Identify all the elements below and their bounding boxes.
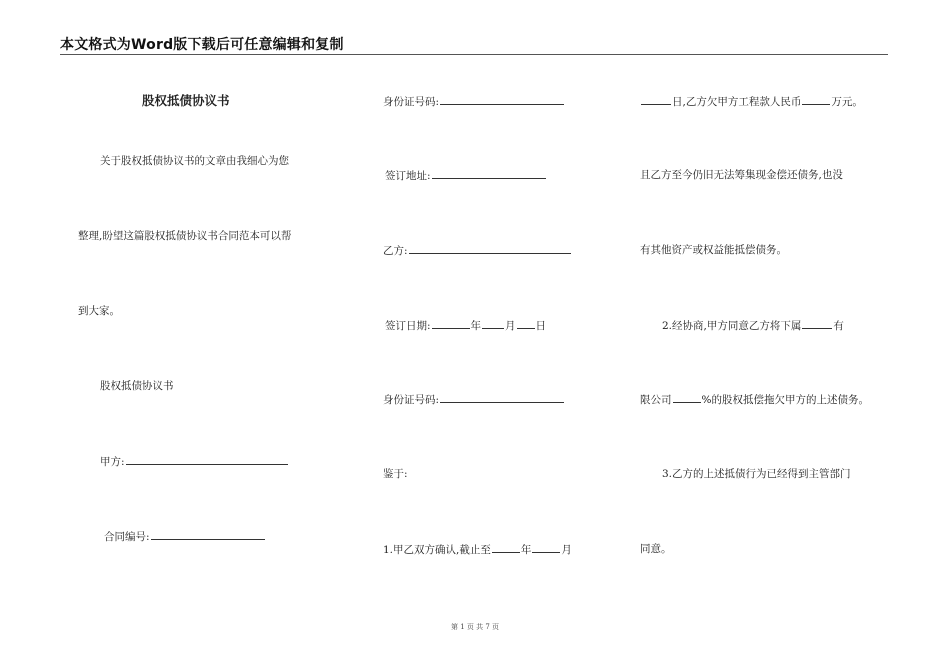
- party-b-blank: [409, 243, 571, 254]
- party-a-field: [100, 454, 289, 469]
- clause-1-month: 月: [561, 544, 572, 556]
- year-label: 年: [470, 320, 482, 332]
- sign-address-field: [385, 168, 547, 183]
- clause-1-month-blank: [532, 542, 560, 553]
- party-b-field: [383, 243, 572, 258]
- id-number-label-2: 身份证号码:: [383, 394, 440, 406]
- subtitle: 股权抵债协议书: [100, 380, 174, 392]
- sign-month-blank: [482, 318, 504, 329]
- id-number-blank: [440, 94, 564, 105]
- id-number-field: [383, 94, 565, 109]
- id-number-label: 身份证号码:: [383, 96, 440, 108]
- equity-text: %的股权抵偿拖欠甲方的上述债务。: [701, 394, 869, 406]
- document-title: 股权抵债协议书: [142, 93, 230, 108]
- clause-3-line: 3.乙方的上述抵债行为已经得到主管部门: [662, 468, 851, 480]
- clause-2-end: 有: [833, 320, 844, 332]
- clause-1-year: 年: [520, 544, 532, 556]
- sign-date-field: [385, 318, 546, 333]
- intro-line-1: 关于股权抵债协议书的文章由我细心为您: [100, 155, 289, 167]
- clause-1-year-blank: [492, 542, 520, 553]
- contract-no-field: [104, 529, 266, 544]
- sign-date-label: 签订日期:: [385, 320, 431, 332]
- contract-no-blank: [151, 529, 265, 540]
- id-number-blank-2: [440, 392, 564, 403]
- clause-2-line: [662, 318, 844, 333]
- day-blank: [641, 94, 671, 105]
- day-label: 日: [535, 320, 547, 332]
- page-header: [60, 34, 888, 55]
- party-b-label: 乙方:: [383, 245, 408, 257]
- intro-line-2: 整理,盼望这篇股权抵债协议书合同范本可以帮: [78, 230, 292, 242]
- page-footer: 第 1 页 共 7 页: [450, 623, 500, 631]
- col3-line-2: 且乙方至今仍旧无法筹集现金偿还债务,也没: [640, 169, 843, 181]
- id-number-field-2: [383, 392, 565, 407]
- sign-address-label: 签订地址:: [385, 170, 431, 182]
- contract-no-label: 合同编号:: [104, 531, 150, 543]
- party-a-label: 甲方:: [100, 456, 125, 468]
- col3-line-3: 有其他资产或权益能抵偿债务。: [640, 244, 787, 256]
- header-text: 本文格式为Word版下载后可任意编辑和复制: [60, 37, 344, 53]
- clause-2-text: 2.经协商,甲方同意乙方将下属: [662, 320, 802, 332]
- company-text: 限公司: [640, 394, 672, 406]
- col3-line-5: [640, 392, 869, 407]
- sign-day-blank: [517, 318, 535, 329]
- percent-blank: [673, 392, 701, 403]
- subsidiary-blank: [802, 318, 832, 329]
- clause-1-line: [383, 542, 572, 557]
- debt-text: 日,乙方欠甲方工程款人民币: [672, 96, 802, 108]
- sign-year-blank: [432, 318, 470, 329]
- sign-address-blank: [432, 168, 546, 179]
- col3-line-7: 同意。: [640, 543, 672, 555]
- amount-unit: 万元。: [831, 96, 863, 108]
- month-label: 月: [505, 320, 516, 332]
- intro-line-3: 到大家。: [78, 305, 120, 317]
- party-a-blank: [126, 454, 288, 465]
- clause-1-text: 1.甲乙双方确认,截止至: [383, 544, 491, 556]
- whereas-heading: 鉴于:: [383, 468, 408, 480]
- amount-blank: [802, 94, 830, 105]
- col3-line-1: [640, 94, 863, 109]
